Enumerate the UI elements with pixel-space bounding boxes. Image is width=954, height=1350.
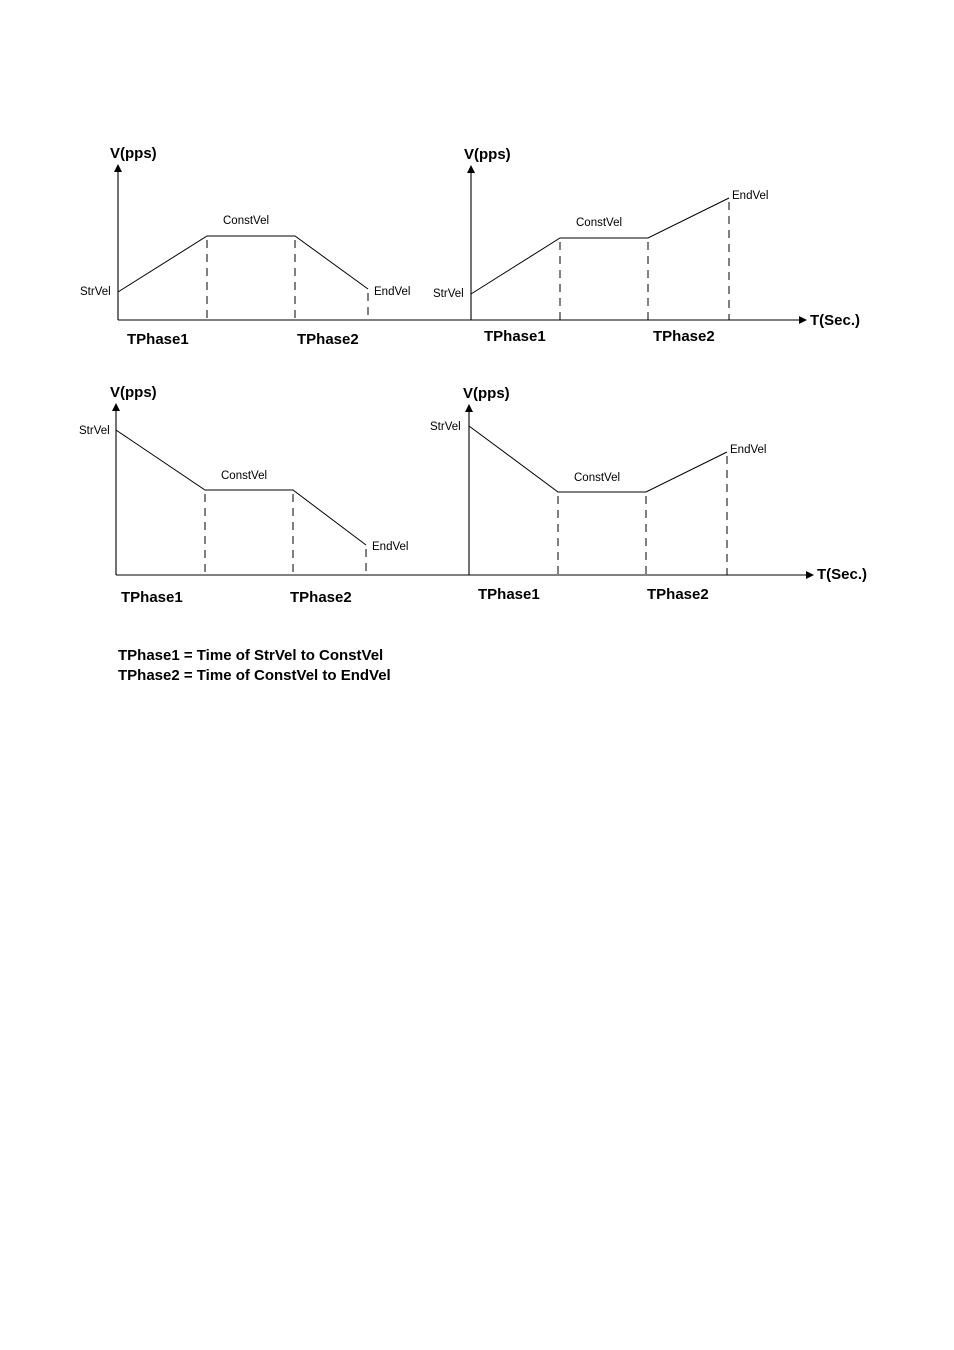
phase2-label: TPhase2 <box>653 328 715 345</box>
y-axis-label: V(pps) <box>110 145 157 162</box>
phase1-label: TPhase1 <box>484 328 546 345</box>
end-velocity-label: EndVel <box>730 444 767 456</box>
phase-definitions <box>118 647 391 684</box>
velocity-profile-line <box>116 430 366 545</box>
phase2-label: TPhase2 <box>647 586 709 603</box>
constant-velocity-label: ConstVel <box>221 470 268 482</box>
tphase1-definition: TPhase1 = Time of StrVel to ConstVel <box>118 647 384 664</box>
phase2-label: TPhase2 <box>297 331 359 348</box>
velocity-profile-line <box>471 198 729 294</box>
end-velocity-label: EndVel <box>372 541 409 553</box>
end-velocity-label: EndVel <box>732 190 769 202</box>
velocity-profile-line <box>118 236 368 292</box>
y-axis-label: V(pps) <box>464 146 511 163</box>
phase1-label: TPhase1 <box>478 586 540 603</box>
y-axis-label: V(pps) <box>463 385 510 402</box>
end-velocity-label: EndVel <box>374 286 411 298</box>
start-velocity-label: StrVel <box>433 288 464 300</box>
diagram-accel-const-decel <box>80 145 410 348</box>
constant-velocity-label: ConstVel <box>576 217 623 229</box>
start-velocity-label: StrVel <box>80 286 111 298</box>
diagram-decel-const-accel <box>430 385 867 603</box>
constant-velocity-label: ConstVel <box>574 472 621 484</box>
constant-velocity-label: ConstVel <box>223 215 270 227</box>
diagram-decel-const-decel <box>79 384 408 606</box>
start-velocity-label: StrVel <box>430 421 461 433</box>
start-velocity-label: StrVel <box>79 425 110 437</box>
diagram-accel-const-accel <box>433 146 860 345</box>
phase1-label: TPhase1 <box>121 589 183 606</box>
tphase2-definition: TPhase2 = Time of ConstVel to EndVel <box>118 667 391 684</box>
phase1-label: TPhase1 <box>127 331 189 348</box>
x-axis-label: T(Sec.) <box>810 312 861 329</box>
y-axis-label: V(pps) <box>110 384 157 401</box>
phase2-label: TPhase2 <box>290 589 352 606</box>
x-axis-label: T(Sec.) <box>817 566 868 583</box>
